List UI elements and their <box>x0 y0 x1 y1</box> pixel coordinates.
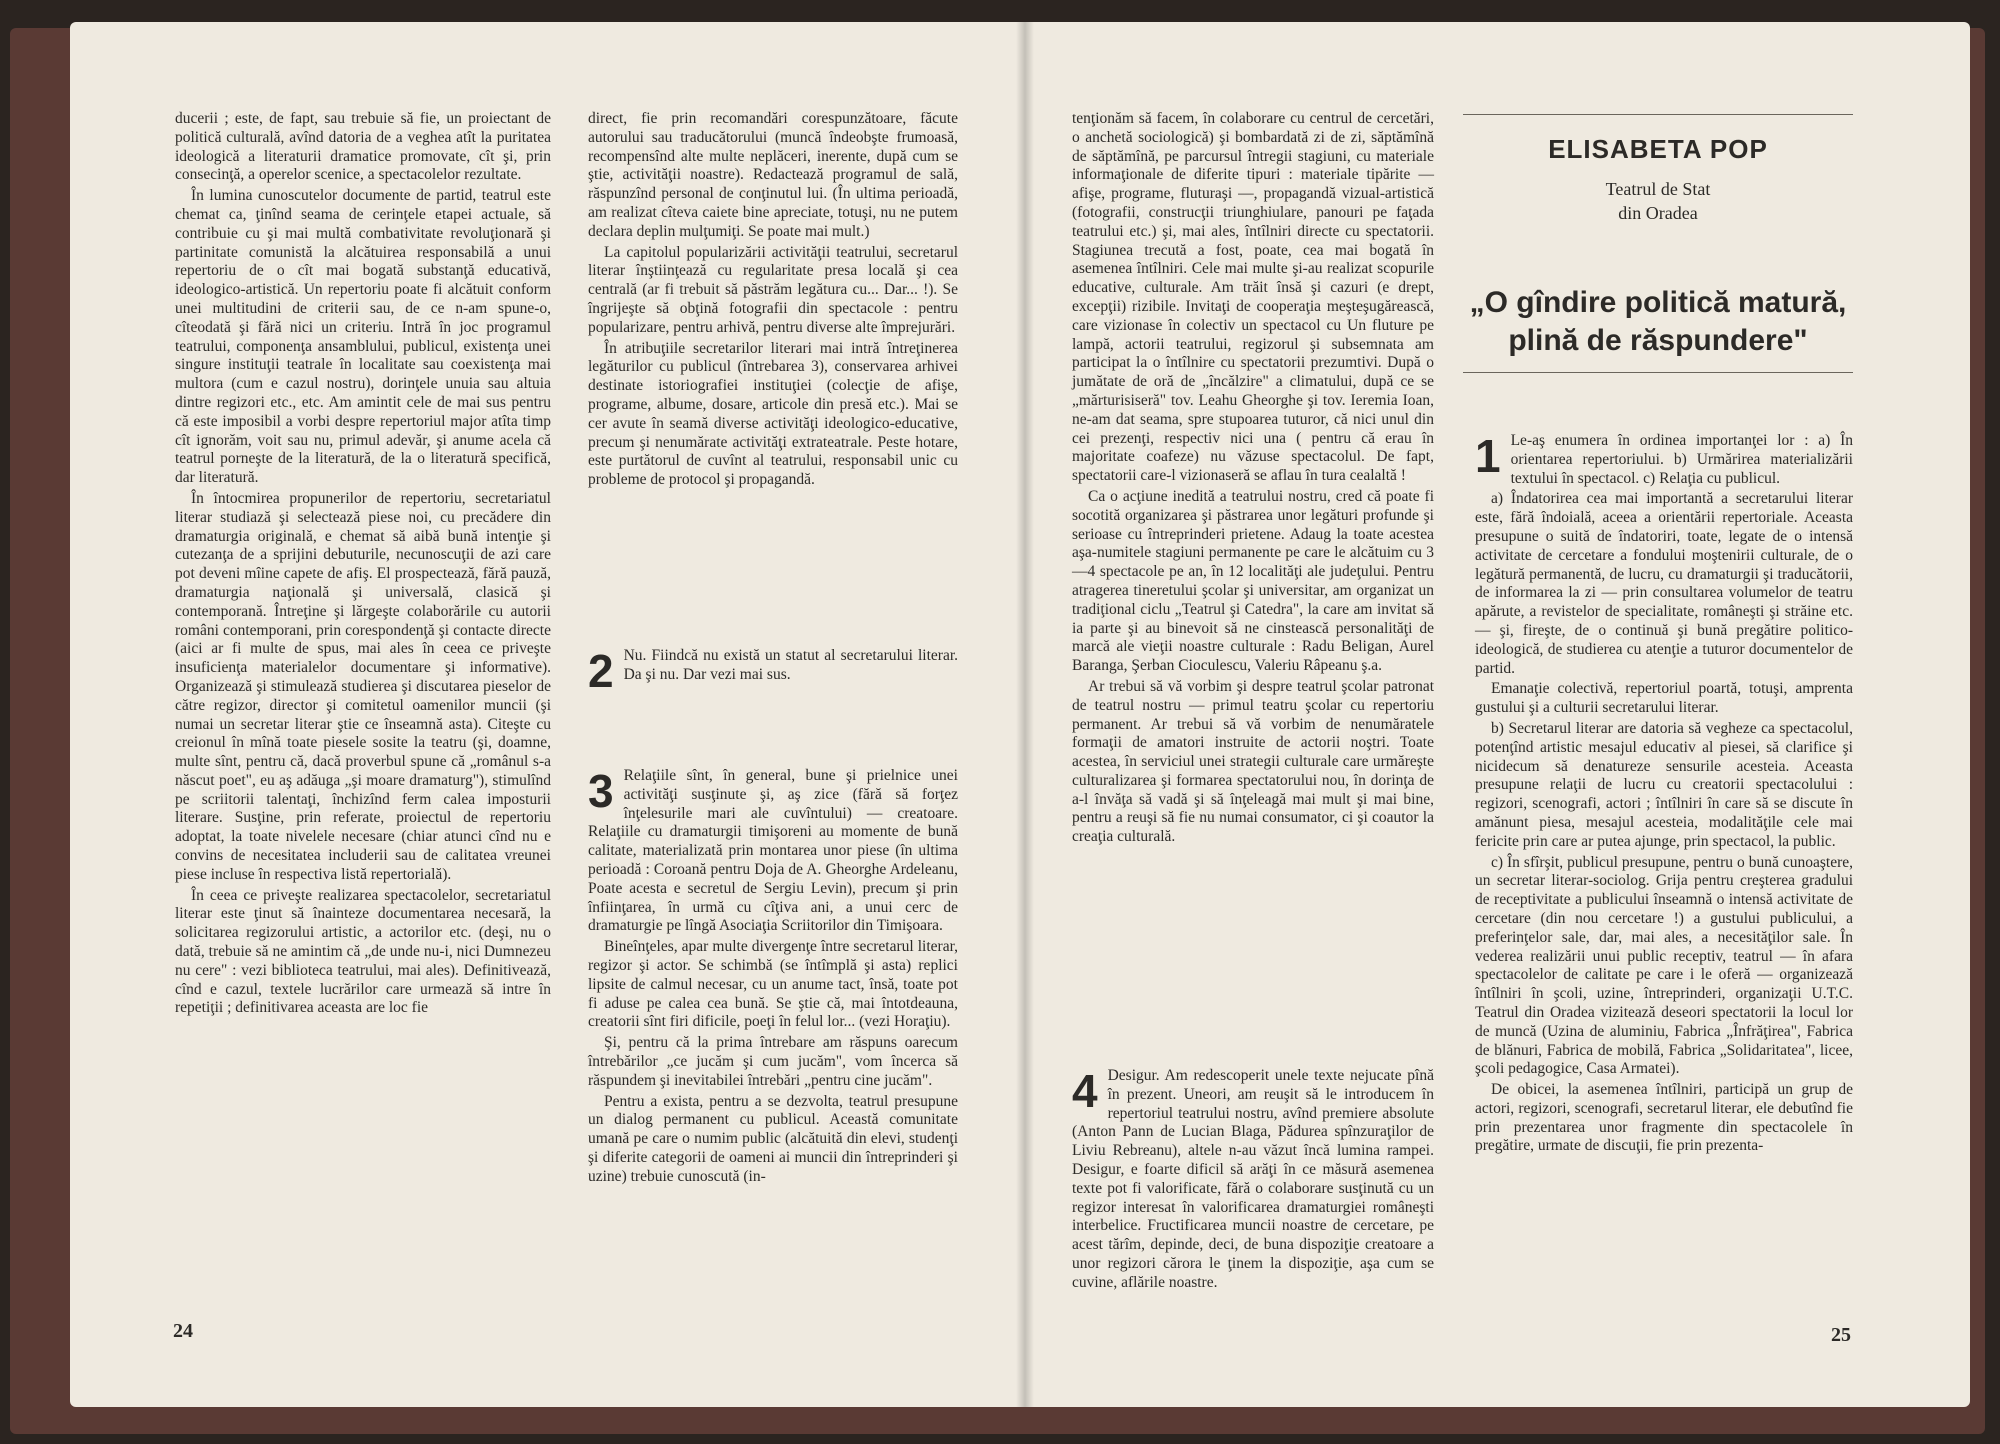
answer-1 <box>1475 432 1853 1158</box>
paragraph: Le-aş enumera în ordinea importanţei lor : a) În orientarea repertoriului. b) Urmărirea materializării textului în spectacol. c) Relaţia cu publicul. <box>1510 432 1853 487</box>
page-number: 24 <box>173 1320 193 1342</box>
right-column-1 <box>1072 110 1434 849</box>
paragraph: Ar trebui să vă vorbim şi despre teatrul şcolar patronat de teatrul nostru — primul teatru şcolar cu repertoriu permanent. Ar trebui să vă vorbim de nenumăratele formaţii de amatori instruite de actorii noştri. Toate acestea, în serviciul unei strategii culturale care urmăreşte culturalizarea şi formarea spectatorului nou, în dorinţa de a-l învăţa să vadă şi să înţeleagă mai mult şi mai bine, pentru a reuşi să fie nu numai consumator, ci şi coautor la creaţia culturală. <box>1072 677 1434 846</box>
left-column-1 <box>175 110 551 1020</box>
paragraph: Pentru a exista, pentru a se dezvolta, teatrul presupune un dialog permanent cu publicul. Această comunitate umană pe care o numim public (alcătuită din elevi, studenţi şi diferite categorii de oameni ai muncii din întreprinderi şi uzine) trebuie cunoscută (in- <box>588 1092 958 1185</box>
answer-2 <box>588 645 958 697</box>
paragraph: De obicei, la asemenea întîlniri, participă un grup de actori, regizori, scenografi, secretarul literar, ele debutînd fie prin prezentarea unor fragmente din spectacolele în pregătire, urmate de discuţii, fie prin prezenta- <box>1475 1081 1853 1155</box>
paragraph: direct, fie prin recomandări corespunzătoare, făcute autorului sau traducătorului (muncă îndeobşte frumoasă, recompensînd alte multe neplăceri, inerente, după cum se ştie, activităţii noastre). Redactează programul de sală, răspunzînd personal de conţinutul lui. (În ultima perioadă, am realizat cîteva caiete bine apreciate, totuşi, nu ne putem declara deplin mulţumiţi. Se poate mai mult.) <box>588 110 958 240</box>
paragraph: Desigur. Am redescoperit unele texte nejucate pînă în prezent. Uneori, am reuşit să le introducem în repertoriul teatrului nostru, avînd premiere absolute (Anton Pann de Lucian Blaga, Pădurea spînzuraţilor de Liviu Rebreanu), altele n-au văzut încă lumina rampei. Desigur, e foarte dificil să arăţi în ce măsură asemenea texte pot fi valorificate, fără o colaborare susţinută cu un regizor interesat în valorificarea dramaturgiei româneşti interbelice. Fructificarea muncii noastre de cercetare, pe acest tărîm, depinde, deci, de buna dispoziţie creatoare a unor regizori cărora le ţinem la dispoziţie, aşa cum se cuvine, aflările noastre. <box>1072 1067 1434 1291</box>
paragraph: Bineînţeles, apar multe divergenţe între secretarul literar, regizor şi actor. Se schimbă (se întîmplă şi asta) replici lipsite de calmul necesar, cu un anume tact, însă, toate pot fi aduse pe calea cea bună. Se ştie că, mai întotdeauna, creatorii sînt firi dificile, poeţi în felul lor... (vezi Horaţiu). <box>588 938 958 1031</box>
affiliation <box>1463 177 1853 225</box>
paragraph: b) Secretarul literar are datoria să vegheze ca spectacolul, potenţînd artistic mesajul educativ al piesei, să clarifice şi nicidecum să denatureze sensurile acesteia. Aceasta presupune relaţii de lucru cu creatorii spectacolului : regizori, scenografi, actori ; întîlniri în care să se discute în amănunt piesa, mesajul acesteia, modalităţile cele mai fericite prin care ar putea ajunge, prin spectacol, la public. <box>1475 719 1853 850</box>
header-rule-top <box>1463 114 1853 115</box>
affiliation-line: Teatrul de Stat <box>1605 179 1711 199</box>
header-rule-bottom <box>1463 372 1853 373</box>
answer-number: 4 <box>1072 1065 1098 1117</box>
answer-number: 2 <box>588 645 614 697</box>
paragraph: La capitolul popularizării activităţii teatrului, secretarul literar înştiinţează cu regularitate presa locală şi cea centrală (ar fi trebuit să păstrăm legătura cu... Dar... !). Se îngrijeşte să obţină fotografii din spectacole : pentru popularizare, pentru arhivă, pentru diverse alte împrejurări. <box>588 243 958 336</box>
paragraph: a) Îndatorirea cea mai importantă a secretarului literar este, fără îndoială, aceea a orientării repertoriale. Aceasta presupune o suită de îndatoriri, toate, legate de o intensă activitate de cercetare a fondului moştenirii culturale, de o legătură permanentă, de lucru, cu dramaturgii şi traducătorii, de informarea la zi — prin consultarea volumelor de teatru apărute, a revistelor de specialitate, româneşti şi străine etc. — şi, fireşte, de o continuă şi bună pregătire politico-ideologică, de studierea cu atenţie a tuturor documentelor de partid. <box>1475 490 1853 677</box>
left-page <box>70 22 1025 1407</box>
answer-3 <box>588 767 958 1189</box>
affiliation-line: din Oradea <box>1618 203 1698 223</box>
paragraph: În atribuţiile secretarilor literari mai intră întreţinerea legăturilor cu publicul (întrebarea 3), conservarea arhivei destinate istoriografiei instituţiei (colecţie de afişe, programe, albume, dosare, articole din presă etc.). Mai se cer avute în seamă diverse activităţi ideologico-educative, precum şi nenumărate activităţi extrateatrale. Peste hotare, este purtătorul de cuvînt al teatrului, responsabil unic cu probleme de protocol şi propagandă. <box>588 339 958 489</box>
paragraph: În întocmirea propunerilor de repertoriu, secretariatul literar studiază şi selectează piese noi, cu precădere din dramaturgia originală, e chemat să aibă bună intenţie şi cutezanţa de a sprijini debuturile, necunoscuţii de azi care pot deveni mîine capete de afiş. El prospectează, fără pauză, dramaturgia naţională şi universală, clasică şi contemporană. Întreţine şi lărgeşte colaborările cu autorii români contemporani, prin corespondenţă şi contacte directe (aici ar fi multe de spus, mai ales în ceea ce priveşte insuficienţa materialelor documentare şi informative). Organizează şi stimulează studierea şi discutarea pieselor de către regizor, director şi comitetul oamenilor muncii (şi numai un secretar literar ştie ce înseamnă asta). Citeşte cu creionul în mînă toate piesele sosite la teatru (şi, doamne, multe sînt, pentru că, dacă proverbul spune că „românul s-a născut poet", eu aş adăuga „şi moare dramaturg"), stimulînd pe scriitorii talentaţi, închizînd ferm calea imposturii literare. Susţine, prin referate, proiectul de repertoriu adoptat, la toate nivelele necesare (chiar atunci cînd nu e convins de necesitatea includerii sau de calitatea vreunei piese incluse în respectiva listă repertorială). <box>175 489 551 883</box>
page-number: 25 <box>1831 1324 1851 1346</box>
paragraph: tenţionăm să facem, în colaborare cu centrul de cercetări, o anchetă sociologică) şi bombardată zi de zi, săptămînă de săptămînă, pe parcursul întregii stagiuni, cu materiale informaţionale de diferite tipuri : materiale tipărite — afişe, programe, fluturaşi —, propagandă vizual-artistică (fotografii, construcţii triunghiulare, panouri pe faţada teatrului etc.) şi, mai ales, întîlniri directe cu spectatorii. Stagiunea trecută a fost, poate, cea mai bogată în asemenea întîlniri. Cele mai multe şi-au realizat scopurile educative, culturale. Am trăit însă şi cazuri (e drept, excepţii) rizibile. Invitaţi de cooperaţia meşteşugărească, care vizionase în colectiv un spectacol cu Un fluture pe lampă, actorii teatrului, regizorul şi subsemnata am participat la o întîlnire cu spectatorii prezumtivi. După o jumătate de oră de „încălzire" a climatului, după ce se „mărturisiseră" tov. Leahu Gheorghe şi tov. Ieremia Ioan, ne-am dat seama, spre stupoarea tuturor, că nici unul din cei prezenţi, respectiv nici una ( pentru că erau în majoritate coafeze) nu văzuse spectacolul. De fapt, spectatorii care-l vizionaseră se aflau în tura cealaltă ! <box>1072 110 1434 485</box>
left-column-2-top <box>588 110 958 492</box>
paragraph: Relaţiile sînt, în general, bune şi prielnice unei activităţi susţinute şi, aş zice (fără să forţez înţelesurile mari ale cuvîntului) — creatoare. Relaţiile cu dramaturgii timişoreni au momente de bună calitate, materializată prin montarea unor piese (în ultima perioadă : Coroană pentru Doja de A. Gheorghe Ardeleanu, Poate acesta e secretul de Sergiu Levin), precum şi prin înfiinţarea, în urmă cu cîţiva ani, a unui cerc de dramaturgie pe lîngă Asociaţia Scriitorilor din Timişoara. <box>588 767 958 935</box>
article-headline: „O gîndire politică matură, plină de răspundere" <box>1469 286 1847 357</box>
answer-number: 3 <box>588 765 614 817</box>
book-gutter <box>1016 22 1034 1407</box>
paragraph: c) În sfîrşit, publicul presupune, pentru o bună cunoaştere, un secretar literar-sociolog. Grija pentru creşterea gradului de receptivitate a publicului înseamnă o intensă activitate de cercetare (din nou cercetare !) a gustului publicului, a preferinţelor sale, dar, mai ales, a necesităţilor sale. În vederea realizării unui public receptiv, teatrul — în afara spectacolelor de calitate pe care i le oferă — organizează întîlniri în şcoli, uzine, întreprinderi, organizaţii U.T.C. Teatrul din Oradea vizitează deseori spectatorii la locul lor de muncă (Uzina de aluminiu, Fabrica „Înfrăţirea", Fabrica de blănuri, Fabrica de mobilă, Fabrica „Solidaritatea", licee, şcoli pedagogice, Casa Armatei). <box>1475 853 1853 1078</box>
answer-4 <box>1072 1067 1434 1295</box>
paragraph: Şi, pentru că la prima întrebare am răspuns oarecum întrebărilor „ce jucăm şi cum jucăm", vom încerca să răspundem şi inevitabilei întrebări „pentru cine jucăm". <box>588 1034 958 1089</box>
right-page <box>1025 22 1970 1407</box>
author-name: ELISABETA POP <box>1548 134 1768 164</box>
paragraph: Ca o acţiune inedită a teatrului nostru, cred că poate fi socotită organizarea şi păstrarea unor legături profunde şi serioase cu întreprinderi prietene. Adaug la toate acestea aşa-numitele stagiuni permanente pe care le alcătuim cu 3—4 spectacole pe an, în 12 localităţi ale judeţului. Pentru atragerea tineretului şcolar şi universitar, am organizat un tradiţional ciclu „Teatrul şi Catedra", la care am invitat să ia parte şi au binevoit să ne cinstească personalităţi de marcă ale vieţii noastre culturale : Radu Beligan, Aurel Baranga, Şerban Cioculescu, Valeriu Râpeanu ş.a. <box>1072 487 1434 675</box>
paragraph: În lumina cunoscutelor documente de partid, teatrul este chemat ca, ţinînd seama de cerinţele etapei actuale, să contribuie cu şi mai multă combativitate revoluţionară şi partinitate comunistă la alcătuirea responsabilă a unui repertoriu de o cît mai bogată substanţă educativă, ideologico-artistică. Un repertoriu poate fi alcătuit conform unei multitudini de criterii sau, de ce n-am spune-o, cîteodată şi fără nici un criteriu. Intră în joc programul teatrului, componenţa ansamblului, publicul, existenţa unei singure instituţii teatrale în localitate sau coexistenţa mai multora (cum e cazul nostru), dorinţele unuia sau altuia dintre regizori etc., etc. Am amintit cele de mai sus pentru că este imposibil a vorbi despre repertoriul major atîta timp cît ignorăm, voit sau nu, primul adevăr, şi anume acela că teatrul porneşte de la literatură, de la o literatură specifică, dar literatură. <box>175 187 551 487</box>
paragraph: ducerii ; este, de fapt, sau trebuie să fie, un proiectant de politică culturală, avînd datoria de a veghea atît la puritatea ideologică a literaturii dramatice promovate, cît şi, prin consecinţă, a operelor scenice, a spectacolelor rezultate. <box>175 110 551 184</box>
answer-number: 1 <box>1475 430 1501 482</box>
paragraph: Nu. Fiindcă nu există un statut al secretarului literar. Da şi nu. Dar vezi mai sus. <box>623 647 958 683</box>
paragraph: Emanaţie colectivă, repertoriul poartă, totuşi, amprenta gustului şi a culturii secretarului literar. <box>1475 680 1853 717</box>
paragraph: În ceea ce priveşte realizarea spectacolelor, secretariatul literar este ţinut să înainteze documentarea necesară, la solicitarea regizorului artistic, a actorilor etc. (deşi, nu o dată, trebuie să ne amintim că „de unde nu-i, nici Dumnezeu nu cere" : vezi biblioteca teatrului, mai ales). Definitivează, cînd e cazul, textele lucrărilor care urmează să intre în repetiţii ; definitivarea aceasta are loc fie <box>175 886 551 1017</box>
